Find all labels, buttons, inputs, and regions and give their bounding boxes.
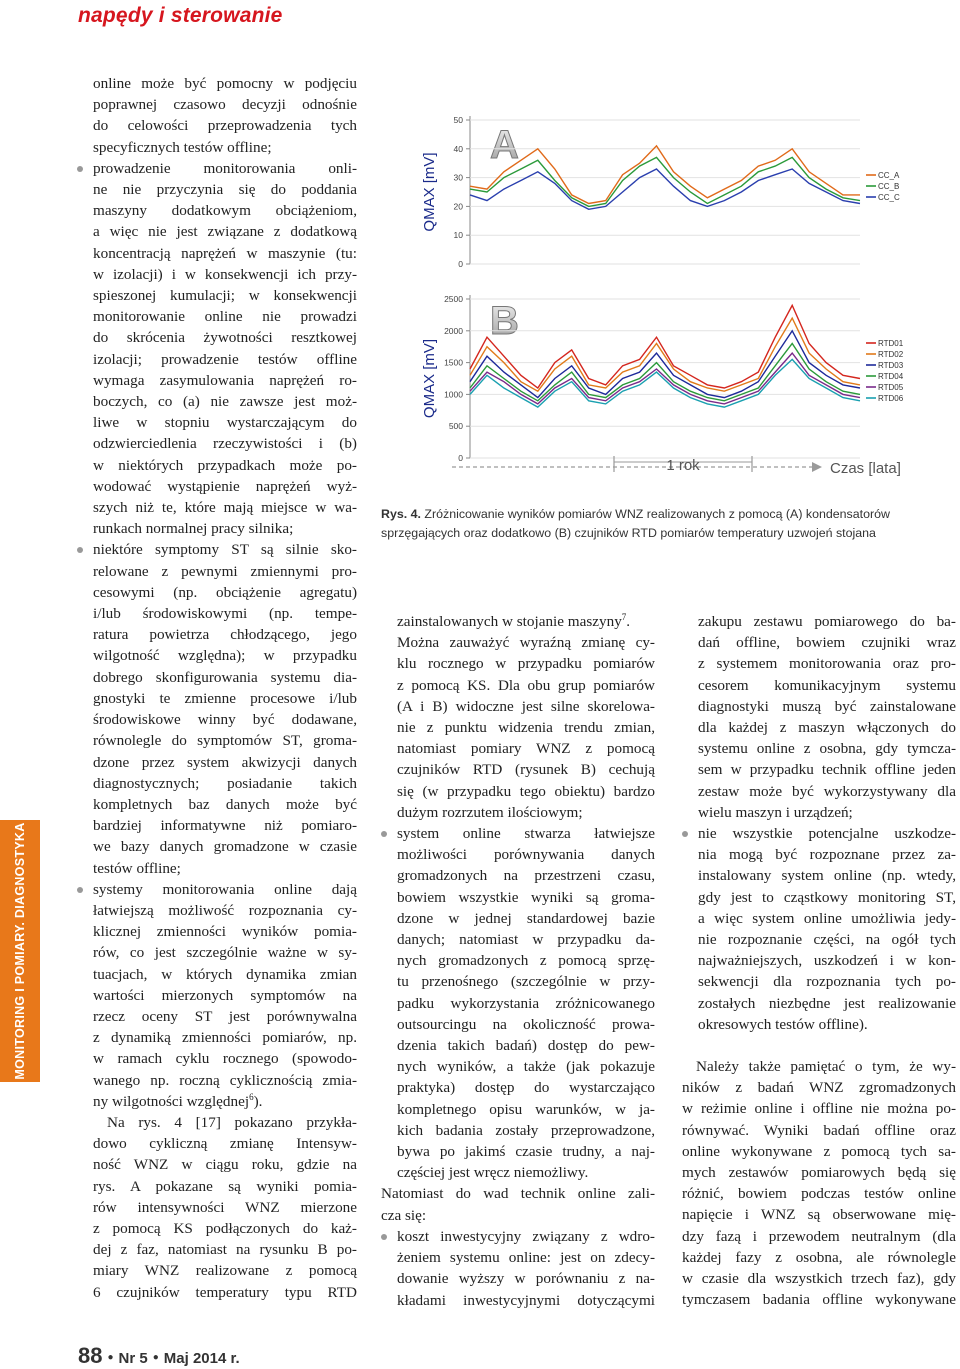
legend-entry: RTD06: [878, 394, 904, 403]
y-tick-label: 0: [458, 453, 463, 463]
text-line: środowiskowe winny być dodawane,: [93, 711, 357, 729]
text-column-3: [682, 611, 956, 1311]
text-line: dej z faz, natomiast na rysunku B po-: [93, 1241, 357, 1259]
text-line: spieszonej kumulacji; w konsekwencji: [93, 287, 357, 305]
text-line: w niektórych przypadkach może po-: [93, 456, 357, 474]
text-line: w ramach cyklu rocznego (spowodo-: [93, 1050, 357, 1068]
text-line: [93, 1091, 357, 1112]
time-axis-arrowhead: [812, 462, 822, 472]
page-footer: [78, 1343, 240, 1369]
text-line: Na rys. 4 [17] pokazano przykła-: [107, 1113, 357, 1131]
text-line: dzenia takich badań) dostęp do pew-: [397, 1037, 655, 1055]
text-line: czujników RTD (rysunek B) cechują: [397, 761, 655, 779]
text-line: sem w przypadku technik offline jeden: [698, 761, 956, 779]
text-line: wartości mierzonych symptomów na: [93, 986, 357, 1004]
text-line: sekwencji dla rozpoznania tych po-: [698, 973, 956, 991]
text-line: częściej jest wręcz niemożliwy.: [397, 1164, 589, 1182]
text-line: koncentracją naprężeń w maszynie (tu:: [93, 244, 357, 262]
text-line: się (w przypadku tego obiektu) bardzo: [397, 782, 655, 800]
y-tick-label: 2500: [444, 294, 463, 304]
text-line: dowanie wyższy w porównaniu z na-: [397, 1270, 655, 1288]
text-line: relowane z pewnymi zmiennymi pro-: [93, 562, 357, 580]
y-tick-label: 2000: [444, 325, 463, 336]
text-column-1: [93, 73, 357, 1303]
legend-entry: RTD05: [878, 383, 904, 392]
text-line: Należy także pamiętać o tym, że wy-: [696, 1058, 956, 1076]
text-line: różnić, bowiem podczas testów online: [682, 1185, 956, 1203]
legend-entry: CC_A: [878, 171, 900, 180]
text-line: w czasie dla wszystkich trzech faz), gdy: [682, 1270, 956, 1288]
series-line-cc_c: [470, 169, 860, 209]
separator-dot: ●: [152, 1352, 159, 1363]
text-line: rów intensywności WNZ mierzone: [93, 1198, 357, 1216]
text-line: monitorowanie online nie prowadzi: [93, 308, 357, 326]
text-line: diagnostyki muszą być zainstalowane: [698, 697, 956, 715]
text-line: 6 czujników temperatury typu RTD: [93, 1283, 357, 1301]
list-item: niektóre symptomy ST są silnie sko-: [93, 539, 357, 560]
text-line: zostałych niezbędne jest realizowanie: [698, 994, 956, 1012]
text-line: online może być pomocny w podjęciu: [93, 75, 357, 92]
text-line: wymaga zasymulowania naprężeń ro-: [93, 371, 357, 389]
text-line: nia mogą być rozpoznane przez za-: [698, 846, 956, 864]
text-line: specyficznych testów offline;: [93, 138, 272, 156]
text-line: szych niż te, które mają miejsce w wa-: [93, 499, 357, 517]
text-line: i/lub środowiskowymi (np. tempe-: [93, 605, 357, 623]
text-line: z pomocą KS podłączonych do każ-: [93, 1219, 357, 1237]
text-line: gromadzonych na przestrzeni czasu,: [397, 867, 655, 885]
text-line: dzone przez system akwizycji danych: [93, 753, 357, 771]
text-line: nych gromadzonych z pomocą sprzę-: [397, 952, 655, 970]
y-axis-label: QMAX [mV]: [421, 152, 438, 232]
text-line: w reżimie online i offline nie można po-: [682, 1100, 956, 1118]
text-line: instalowany system online (np. wtedy,: [698, 867, 956, 885]
list-item: prowadzenie monitorowania onli-: [93, 158, 357, 179]
text-line: miary WNZ realizowane z pomocą: [93, 1262, 357, 1280]
y-tick-label: 20: [453, 201, 463, 212]
text-fragment: zainstalowanych w stojanie maszyny: [397, 613, 622, 630]
text-line: Można zauważyć wyraźną zmianę cy-: [397, 634, 655, 652]
text-column-2: [381, 611, 655, 1311]
text-line: kładami inwestycyjnymi dotyczącymi: [397, 1291, 655, 1309]
text-line: wielu maszyn i urządzeń;: [698, 803, 853, 821]
text-line: rys. A pokazane są wyniki pomia-: [93, 1177, 357, 1195]
issue-date: Maj 2014 r.: [163, 1350, 240, 1367]
figure-rys-4: [382, 96, 958, 484]
text-line: tu przenośnego (szczególnie w przy-: [397, 973, 655, 991]
text-line: żeniem systemu online: jest on zdecy-: [397, 1249, 655, 1267]
text-line: natomiast pomiary WNZ z pomocą: [397, 740, 655, 758]
y-tick-label: 1500: [444, 357, 463, 368]
footnote-marker: 7: [621, 611, 627, 622]
series-line-rtd01: [470, 305, 860, 388]
text-line: zestaw może być wykorzystywany dla: [698, 782, 956, 800]
text-line: nie rozpoznanie części, na ogół tych: [698, 931, 956, 949]
y-axis-label: QMAX [mV]: [421, 338, 438, 419]
text-line: boczych, co (a) nie zawsze jest moż-: [93, 393, 357, 411]
text-line: wodować wystąpienie naprężeń wyż-: [93, 477, 357, 495]
y-tick-label: 500: [448, 421, 463, 432]
text-line: poprawnej czasowo decyzji odnośnie: [93, 96, 357, 114]
time-axis: [452, 456, 901, 477]
text-line: praktyka) dostęp do wystarczająco: [397, 1079, 655, 1097]
text-line: dużym rozrzutem ilościowym;: [397, 803, 583, 821]
text-line: a więc system online umożliwia jedy-: [698, 909, 956, 927]
text-line: diagnostycznych; posiadanie takich: [93, 774, 357, 792]
series-line-cc_a: [470, 146, 860, 204]
list-item: koszt inwestycyjny związany z wdro-: [397, 1226, 655, 1247]
text-line: danych; natomiast w przypadku da-: [397, 931, 655, 949]
text-line: do celowości przeprowadzenia tych: [93, 117, 357, 135]
text-line: możliwości porównywania danych: [397, 846, 655, 864]
y-tick-label: 50: [453, 115, 463, 125]
text-line: cesowymi (np. obciążenie agregatu): [93, 583, 357, 601]
text-line: wilgotność względna); w przypadku: [93, 647, 357, 665]
y-tick-label: 30: [453, 172, 463, 183]
text-line: [381, 611, 655, 632]
text-fragment: .: [626, 613, 631, 630]
text-line: we bazy danych gromadzone w czasie: [93, 838, 357, 856]
y-tick-label: 0: [458, 259, 463, 269]
text-line: równywać. Wyniki badań offline oraz: [682, 1121, 956, 1139]
y-tick-label: 1000: [444, 389, 463, 400]
text-line: z pomocą KS. Dla obu grup pomiarów: [397, 676, 655, 694]
text-line: cesorem komunikacyjnym systemu: [698, 676, 956, 694]
list-item: system online stwarza łatwiejsze: [397, 823, 655, 844]
text-line: nie z punktu widzenia trendu zmian,: [397, 719, 655, 737]
legend-entry: RTD02: [878, 350, 904, 359]
side-tab-label: MONITORING I POMIARY. DIAGNOSTYKA: [13, 822, 27, 1080]
text-line: okresowych testów offline).: [698, 1015, 868, 1033]
text-line: łatwiejszą możliwość rozpoznania cy-: [93, 901, 357, 919]
issue-number: Nr 5: [118, 1350, 148, 1367]
text-line: outsourcingu na okoliczność prowa-: [397, 1015, 655, 1033]
text-line: systemu online z osobna, gdy tymcza-: [698, 740, 956, 758]
text-line: gdy jest to cząstkowy monitoring ST,: [698, 888, 956, 906]
list-item: systemy monitorowania online dają: [93, 879, 357, 900]
text-line: dowo cykliczną zmianę Intensyw-: [93, 1135, 357, 1153]
y-tick-label: 40: [453, 143, 463, 154]
text-line: zakupu zestawu pomiarowego do ba-: [698, 613, 956, 630]
text-line: rów, co jest szczególnie ważne w sy-: [93, 944, 357, 962]
separator-dot: ●: [107, 1352, 114, 1363]
text-line: dzone w jednej standardowej bazie: [397, 909, 655, 927]
caption-label: Rys. 4.: [381, 507, 421, 521]
figure-caption: [381, 505, 959, 543]
text-line: mych zestawów pomiarowych będą się: [682, 1164, 956, 1182]
text-line: w izolacji) i w konsekwencji ich przy-: [93, 265, 357, 283]
text-line: ność WNZ w ciągu roku, gdzie na: [93, 1156, 357, 1174]
text-line: każdej fazy z osobna, ale równolegle: [682, 1248, 956, 1266]
legend-entry: CC_C: [878, 193, 900, 202]
period-label: 1 rok: [666, 457, 700, 474]
text-line: runkach normalnej pracy silnika;: [93, 520, 294, 538]
text-line: rzecz oceny ST jest porównywalna: [93, 1007, 357, 1025]
footnote-marker: 6: [249, 1091, 254, 1102]
page-number: 88: [78, 1343, 103, 1368]
time-label: Czas [lata]: [830, 460, 901, 477]
text-line: ne nie przyczynia się do poddania: [93, 181, 357, 199]
text-line: napięcie i WNZ są obserwowane mię-: [682, 1206, 956, 1224]
text-line: z systemem monitorowania oraz pro-: [698, 655, 956, 673]
legend-entry: RTD01: [878, 339, 904, 348]
text-line: ników z badań WNZ zgromadzonych: [682, 1079, 956, 1097]
panel-a-label: A: [490, 123, 519, 167]
text-line: maszyny dodatkowym obciążeniom,: [93, 202, 357, 220]
text-line: odzwierciedlenia rzeczywistości i (b): [93, 435, 357, 453]
text-line: gnostyki te zmienne procesowe i/lub: [93, 689, 357, 707]
text-line: z dynamiką zmienności pomiarów, np.: [93, 1029, 357, 1047]
legend-entry: RTD04: [878, 372, 904, 381]
caption-text: Zróżnicowanie wyników pomiarów WNZ realizowanych z pomocą (A) kondensatorów sprzęgających oraz dodatkowo (B) czujników RTD pomiarów temperatury uzwojeń stojana: [381, 507, 890, 540]
text-line: dzy fazą i przewodem neutralnym (dla: [682, 1227, 956, 1245]
legend-entry: RTD03: [878, 361, 904, 370]
text-line: online wykonywane z pomocą tych sa-: [682, 1142, 956, 1160]
text-line: kompletnych baz danych może być: [93, 795, 357, 813]
text-line: testów offline;: [93, 859, 181, 877]
paragraph-gap: [682, 1035, 956, 1056]
text-line: izolacji; prowadzenie testów offline: [93, 350, 357, 368]
legend-entry: CC_B: [878, 182, 900, 191]
series-line-rtd06: [470, 359, 860, 407]
text-line: liwe w stopniu wystarczającym do: [93, 414, 357, 432]
text-line: kompletnego opisu warunków, w ja-: [397, 1100, 655, 1118]
text-line: bywa po jakimś czasie trudny, a naj-: [397, 1143, 655, 1161]
text-line: do skrócenia żywotności resztkowej: [93, 329, 357, 347]
text-line: dla każdej z maszyn włączonych do: [698, 719, 956, 737]
text-line: tuacjach, w których dynamika zmian: [93, 965, 357, 983]
list-item: nie wszystkie potencjalne uszkodze-: [698, 823, 956, 844]
text-line: tymczasem badania offline wykonywane: [682, 1291, 956, 1309]
text-fragment: ).: [253, 1092, 263, 1110]
text-line: bardziej informatywne niż pomiaro-: [93, 817, 357, 835]
text-line: klicznej zmienności wyników pomia-: [93, 923, 357, 941]
text-line: dań offline, bowiem czujniki wraz: [698, 634, 956, 652]
text-line: (A i B) widoczne jest silne skorelowa-: [397, 697, 655, 715]
text-line: cza się:: [381, 1206, 427, 1224]
y-tick-label: 10: [453, 230, 463, 241]
text-line: bowiem wszystkie wyniki są groma-: [397, 888, 655, 906]
text-line: padku wykorzystania zróżnicowanego: [397, 994, 655, 1012]
text-line: ratura powietrza chłodzącego, jego: [93, 626, 357, 644]
text-line: nych wyników, a także (jak pokazuje: [397, 1058, 655, 1076]
text-line: a więc nie jest związane z dodatkową: [93, 223, 357, 241]
text-fragment: ny wilgotności względnej: [93, 1092, 250, 1110]
text-line: klu rocznego w przypadku pomiarów: [397, 655, 655, 673]
series-line-cc_b: [470, 157, 860, 206]
text-line: wanego np. roczną cyklicznością zmia-: [93, 1071, 357, 1089]
text-line: dobrego skonfigurowania systemu dia-: [93, 668, 357, 686]
text-line: równolegle do symptomów ST, groma-: [93, 732, 357, 750]
text-line: Natomiast do wad technik online zali-: [381, 1185, 655, 1203]
text-line: najważniejszych, uszkodzeń i w kon-: [698, 952, 956, 970]
panel-b-label: B: [490, 299, 519, 343]
section-header: napędy i sterowanie: [78, 4, 283, 27]
text-line: kich badania zostały przeprowadzone,: [397, 1121, 655, 1139]
